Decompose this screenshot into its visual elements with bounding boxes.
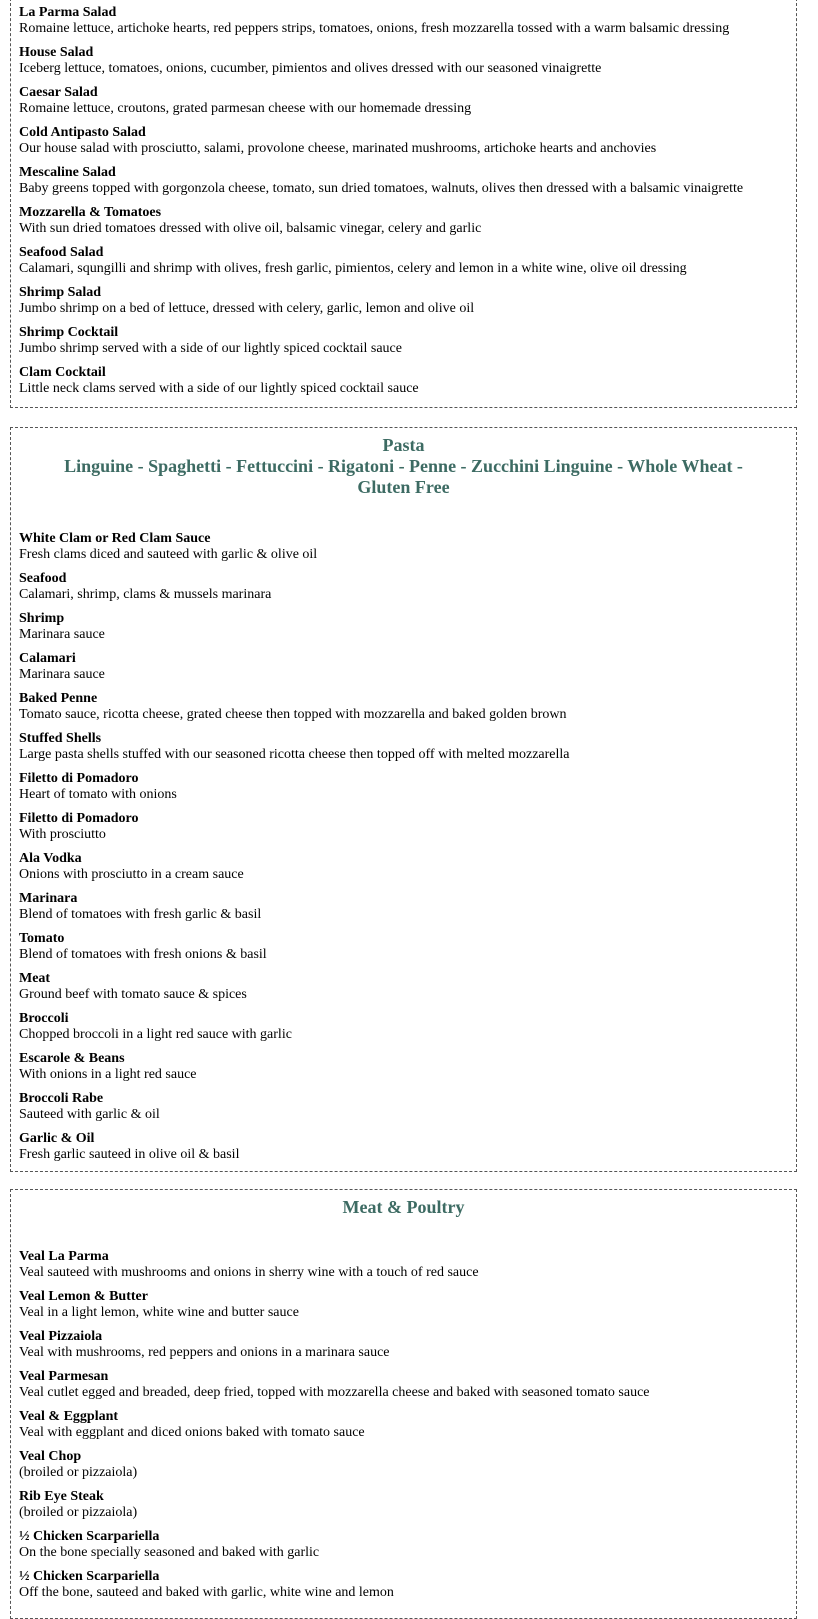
menu-item-name: Veal La Parma <box>19 1249 109 1264</box>
menu-item <box>19 931 796 971</box>
pasta-title: Pasta <box>382 435 425 455</box>
menu-item-description: Off the bone, sauteed and baked with garlic, white wine and lemon <box>19 1585 394 1600</box>
menu-item <box>19 45 796 85</box>
menu-item-name: Stuffed Shells <box>19 731 102 746</box>
menu-item <box>19 245 796 285</box>
menu-item <box>19 691 796 731</box>
menu-item-description: With sun dried tomatoes dressed with olive oil, balsamic vinegar, celery and garlic <box>19 221 482 236</box>
menu-item-description: Little neck clams served with a side of our lightly spiced cocktail sauce <box>19 381 419 396</box>
menu-item-description: Veal in a light lemon, white wine and butter sauce <box>19 1305 299 1320</box>
menu-item <box>19 851 796 891</box>
menu-item-name: Caesar Salad <box>19 85 98 100</box>
menu-item <box>19 771 796 811</box>
menu-item-name: Mescaline Salad <box>19 165 116 180</box>
menu-item <box>19 5 796 45</box>
menu-item-description: With prosciutto <box>19 827 106 842</box>
menu-item-name: Shrimp Cocktail <box>19 325 119 340</box>
menu-item <box>19 125 796 165</box>
menu-item-name: Veal Pizzaiola <box>19 1329 103 1344</box>
menu-item-description: Fresh clams diced and sauteed with garlic & olive oil <box>19 547 318 562</box>
menu-item <box>19 1249 796 1289</box>
menu-item-name: Broccoli <box>19 1011 69 1026</box>
menu-item <box>19 85 796 125</box>
menu-item-description: Blend of tomatoes with fresh onions & basil <box>19 947 267 962</box>
pasta-types: Linguine - Spaghetti - Fettuccini - Rigatoni - Penne - Zucchini Linguine - Whole Wheat - Gluten Free <box>64 456 743 497</box>
menu-item-description: Romaine lettuce, croutons, grated parmesan cheese with our homemade dressing <box>19 101 472 116</box>
menu-item-name: ½ Chicken Scarpariella <box>19 1529 160 1544</box>
menu-item-description: Veal with mushrooms, red peppers and onions in a marinara sauce <box>19 1345 390 1360</box>
menu-item-description: Calamari, shrimp, clams & mussels marinara <box>19 587 272 602</box>
menu-item-name: Tomato <box>19 931 65 946</box>
menu-item-name: Shrimp <box>19 611 65 626</box>
menu-item-description: Jumbo shrimp served with a side of our lightly spiced cocktail sauce <box>19 341 402 356</box>
menu-item-description: Calamari, squngilli and shrimp with olives, fresh garlic, pimientos, celery and lemon in a white wine, olive oil dressing <box>19 261 687 276</box>
menu-item-name: Shrimp Salad <box>19 285 102 300</box>
menu-item <box>19 731 796 771</box>
menu-item-description: Blend of tomatoes with fresh garlic & basil <box>19 907 262 922</box>
menu-item <box>19 971 796 1011</box>
menu-item <box>19 811 796 851</box>
menu-item-name: White Clam or Red Clam Sauce <box>19 531 211 546</box>
menu-item <box>19 1569 796 1609</box>
menu-item <box>19 651 796 691</box>
meat-poultry-title: Meat & Poultry <box>342 1197 465 1217</box>
menu-item <box>19 571 796 611</box>
menu-item <box>19 1529 796 1569</box>
menu-item <box>19 1131 796 1171</box>
menu-item-description: Marinara sauce <box>19 627 105 642</box>
menu-item <box>19 1369 796 1409</box>
menu-item-name: Garlic & Oil <box>19 1131 95 1146</box>
menu-item-name: House Salad <box>19 45 94 60</box>
menu-item-description: Onions with prosciutto in a cream sauce <box>19 867 244 882</box>
menu-item-name: Meat <box>19 971 51 986</box>
menu-item-description: (broiled or pizzaiola) <box>19 1465 138 1480</box>
salads-list <box>11 0 796 405</box>
menu-item-description: Baby greens topped with gorgonzola cheese, tomato, sun dried tomatoes, walnuts, olives then dressed with a balsamic vinaigrette <box>19 181 744 196</box>
menu-item-description: On the bone specially seasoned and baked with garlic <box>19 1545 320 1560</box>
menu-item <box>19 165 796 205</box>
menu-item-description: Jumbo shrimp on a bed of lettuce, dressed with celery, garlic, lemon and olive oil <box>19 301 475 316</box>
meat-poultry-section <box>10 1189 797 1619</box>
menu-item-name: Veal Chop <box>19 1449 82 1464</box>
menu-item-description: Veal sauteed with mushrooms and onions in sherry wine with a touch of red sauce <box>19 1265 479 1280</box>
menu-item-description: (broiled or pizzaiola) <box>19 1505 138 1520</box>
menu-item-description: Ground beef with tomato sauce & spices <box>19 987 247 1002</box>
menu-item <box>19 1051 796 1091</box>
menu-item-description: Heart of tomato with onions <box>19 787 177 802</box>
menu-item-name: Veal & Eggplant <box>19 1409 119 1424</box>
menu-item-description: Veal cutlet egged and breaded, deep fried, topped with mozzarella cheese and baked with seasoned tomato sauce <box>19 1385 650 1400</box>
menu-item <box>19 1289 796 1329</box>
menu-item-description: Large pasta shells stuffed with our seasoned ricotta cheese then topped off with melted mozzarella <box>19 747 570 762</box>
menu-item-description: Tomato sauce, ricotta cheese, grated cheese then topped with mozzarella and baked golden brown <box>19 707 567 722</box>
menu-item-name: Veal Lemon & Butter <box>19 1289 148 1304</box>
menu-item-description: Fresh garlic sauteed in olive oil & basil <box>19 1147 240 1162</box>
menu-item-description: Iceberg lettuce, tomatoes, onions, cucumber, pimientos and olives dressed with our seasoned vinaigrette <box>19 61 602 76</box>
menu-item-name: Seafood <box>19 571 67 586</box>
menu-item-description: Romaine lettuce, artichoke hearts, red peppers strips, tomatoes, onions, fresh mozzarella tossed with a warm balsamic dressing <box>19 21 730 36</box>
menu-item <box>19 891 796 931</box>
menu-item-name: Baked Penne <box>19 691 98 706</box>
menu-item-name: Cold Antipasto Salad <box>19 125 146 140</box>
menu-item-name: Veal Parmesan <box>19 1369 109 1384</box>
menu-item-name: Clam Cocktail <box>19 365 106 380</box>
menu-item <box>19 285 796 325</box>
menu-item <box>19 1329 796 1369</box>
menu-item-name: Marinara <box>19 891 78 906</box>
menu-item <box>19 1091 796 1131</box>
menu-item-name: Filetto di Pomadoro <box>19 811 139 826</box>
menu-item-name: ½ Chicken Scarpariella <box>19 1569 160 1584</box>
salads-section <box>10 0 797 408</box>
menu-item <box>19 531 796 571</box>
menu-item-name: Calamari <box>19 651 76 666</box>
pasta-heading <box>11 435 796 498</box>
menu-item-description: Veal with eggplant and diced onions baked with tomato sauce <box>19 1425 365 1440</box>
menu-item-name: Filetto di Pomadoro <box>19 771 139 786</box>
menu-item-description: Our house salad with prosciutto, salami, provolone cheese, marinated mushrooms, artichoke hearts and anchovies <box>19 141 657 156</box>
menu-item-name: Seafood Salad <box>19 245 104 260</box>
menu-item-name: Rib Eye Steak <box>19 1489 104 1504</box>
menu-item-name: Ala Vodka <box>19 851 82 866</box>
menu-item <box>19 611 796 651</box>
menu-item <box>19 1489 796 1529</box>
menu-item-name: Broccoli Rabe <box>19 1091 104 1106</box>
menu-item <box>19 205 796 245</box>
menu-item <box>19 1449 796 1489</box>
menu-item-description: Chopped broccoli in a light red sauce with garlic <box>19 1027 292 1042</box>
menu-item-description: Sauteed with garlic & oil <box>19 1107 160 1122</box>
pasta-section <box>10 427 797 1172</box>
menu-item-name: La Parma Salad <box>19 5 117 20</box>
pasta-list <box>11 498 796 1171</box>
menu-item <box>19 365 796 405</box>
menu-item <box>19 1409 796 1449</box>
menu-item <box>19 1011 796 1051</box>
meat-poultry-list <box>11 1218 796 1609</box>
menu-item-name: Mozzarella & Tomatoes <box>19 205 162 220</box>
menu-item <box>19 325 796 365</box>
menu-item-description: With onions in a light red sauce <box>19 1067 197 1082</box>
menu-item-name: Escarole & Beans <box>19 1051 125 1066</box>
menu-item-description: Marinara sauce <box>19 667 105 682</box>
